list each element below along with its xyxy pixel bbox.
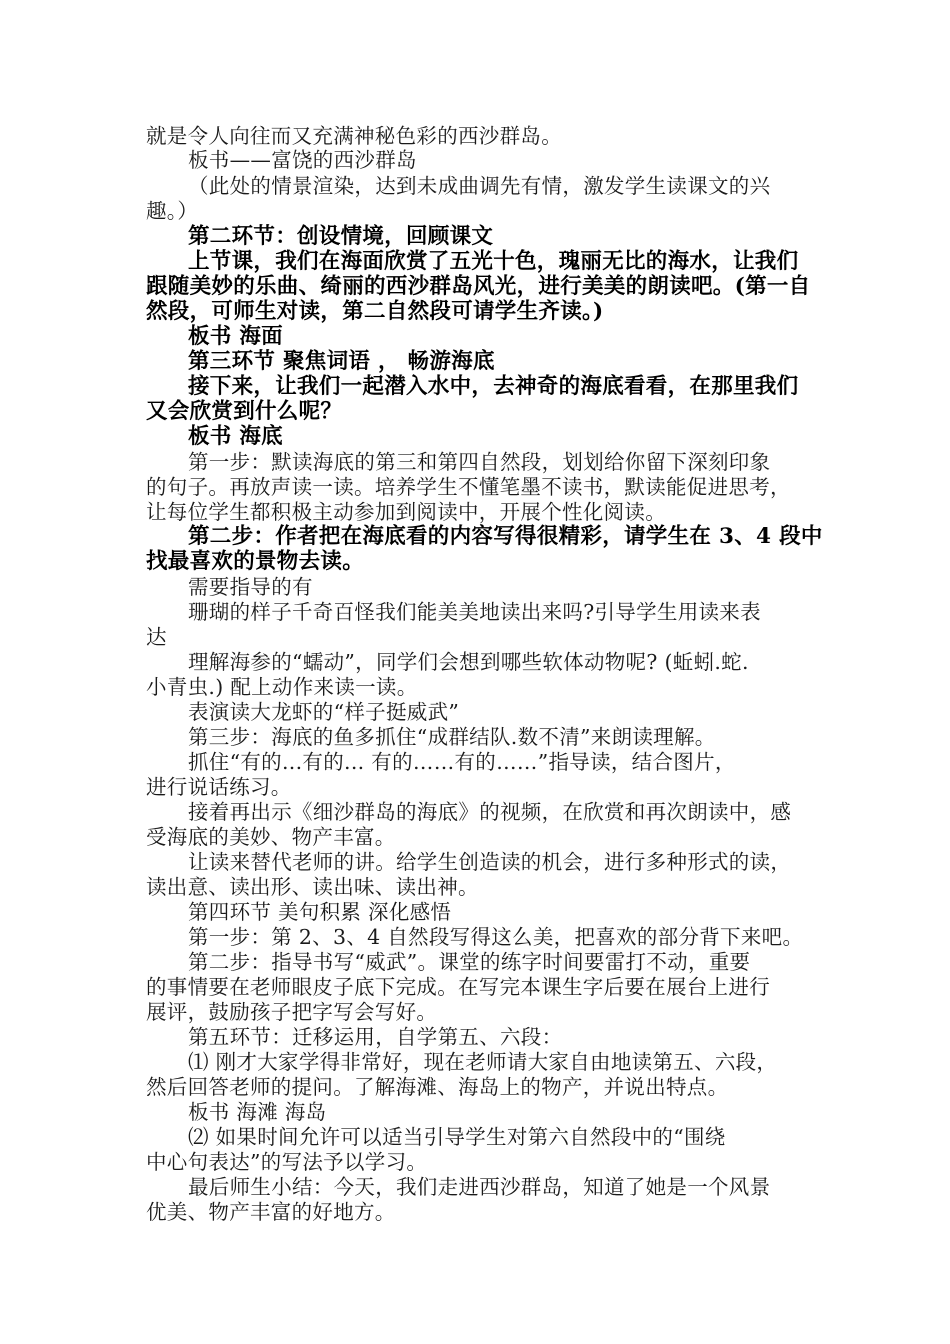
text-line: 第二步：指导书写“威武”。课堂的练字时间要雷打不动，重要 <box>188 950 751 974</box>
text-line: 第三步：海底的鱼多抓住“成群结队.数不清”来朗读理解。 <box>188 725 716 749</box>
blackboard-note: 板书——富饶的西沙群岛 <box>188 148 417 172</box>
text-line: 最后师生小结：今天，我们走进西沙群岛，知道了她是一个风景 <box>188 1175 771 1199</box>
text-line: 受海底的美妙、物产丰富。 <box>146 825 396 849</box>
text-line: 优美、物产丰富的好地方。 <box>146 1200 396 1224</box>
section-heading: 第二环节：创设情境，回顾课文 <box>188 224 494 249</box>
text-line: 进行说话练习。 <box>146 775 292 799</box>
blackboard-note: 板书 海底 <box>188 424 283 449</box>
text-line: ⑴ 刚才大家学得非常好，现在老师请大家自由地读第五、六段， <box>188 1050 778 1074</box>
text-line: 需要指导的有 <box>188 575 313 599</box>
text-line: 第一步：第 2、3、4 自然段写得这么美，把喜欢的部分背下来吧。 <box>188 925 804 949</box>
text-line: 上节课，我们在海面欣赏了五光十色，瑰丽无比的海水，让我们 <box>188 249 799 274</box>
text-line: 的句子。再放声读一读。培养学生不懂笔墨不读书，默读能促进思考， <box>146 475 791 499</box>
text-line: 的事情要在老师眼皮子底下完成。在写完本课生字后要在展台上进行 <box>146 975 770 999</box>
section-heading: 第四环节 美句积累 深化感悟 <box>188 900 452 924</box>
text-line: （此处的情景渲染，达到未成曲调先有情，激发学生读课文的兴 <box>188 174 771 198</box>
text-line: 达 <box>146 625 167 649</box>
text-line: 然后回答老师的提问。了解海滩、海岛上的物产，并说出特点。 <box>146 1075 729 1099</box>
text-line: 又会欣赏到什么呢？ <box>146 399 343 424</box>
text-line: 展评，鼓励孩子把字写会写好。 <box>146 1000 438 1024</box>
text-line: 表演读大龙虾的“样子挺威武” <box>188 700 460 724</box>
text-line: 接下来，让我们一起潜入水中，去神奇的海底看看，在那里我们 <box>188 374 799 399</box>
text-line: 小青虫.) 配上动作来读一读。 <box>146 675 418 699</box>
text-line: 中心句表达”的写法予以学习。 <box>146 1150 428 1174</box>
text-line: 接着再出示《细沙群岛的海底》的视频，在欣赏和再次朗读中，感 <box>188 800 792 824</box>
text-line: 读出意、读出形、读出味、读出神。 <box>146 875 479 899</box>
text-line: 然段，可师生对读，第二自然段可请学生齐读。) <box>146 299 604 324</box>
text-line: 理解海参的“蠕动”，同学们会想到哪些软体动物呢? (蚯蚓.蛇. <box>188 650 749 674</box>
blackboard-note: 板书 海面 <box>188 324 283 349</box>
text-line: 抓住“有的...有的... 有的……有的……”指导读，结合图片， <box>188 750 736 774</box>
blackboard-note: 板书 海滩 海岛 <box>188 1100 327 1124</box>
section-heading: 第五环节：迁移运用，自学第五、六段： <box>188 1025 563 1049</box>
text-line: 珊瑚的样子千奇百怪我们能美美地读出来吗?引导学生用读来表 <box>188 600 761 624</box>
text-line: 让读来替代老师的讲。给学生创造读的机会，进行多种形式的读， <box>188 850 792 874</box>
text-line: 跟随美妙的乐曲、绮丽的西沙群岛风光，进行美美的朗读吧。(第一自 <box>146 274 811 299</box>
text-line: ⑵ 如果时间允许可以适当引导学生对第六自然段中的“围绕 <box>188 1125 726 1149</box>
text-line: 让每位学生都积极主动参加到阅读中，开展个性化阅读。 <box>146 500 666 524</box>
text-line: 第一步：默读海底的第三和第四自然段，划划给你留下深刻印象 <box>188 450 771 474</box>
text-line: 就是令人向往而又充满神秘色彩的西沙群岛。 <box>146 124 562 148</box>
text-line: 趣。） <box>146 199 199 223</box>
section-heading: 第三环节 聚焦词语 ， 畅游海底 <box>188 349 495 374</box>
text-line: 第二步：作者把在海底看的内容写得很精彩，请学生在 3、4 段中 <box>188 524 823 549</box>
text-line: 找最喜欢的景物去读。 <box>146 549 365 574</box>
